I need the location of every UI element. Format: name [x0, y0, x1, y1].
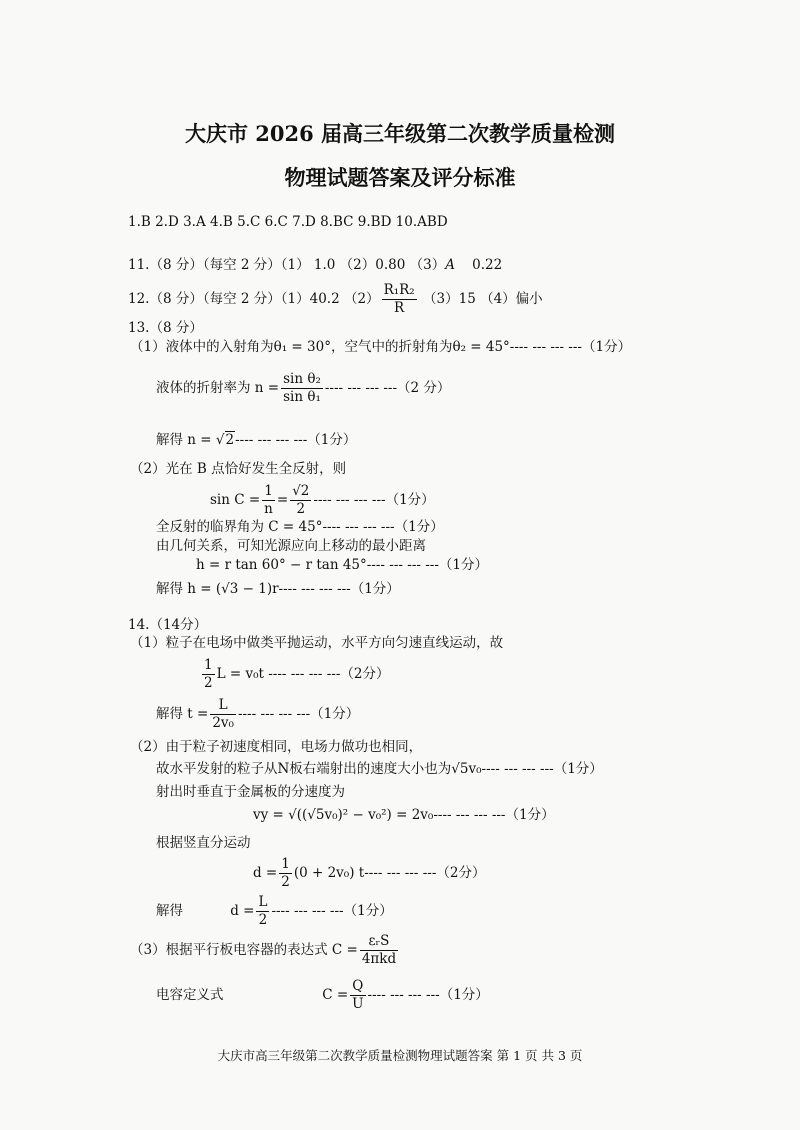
q13-p2-result: 解得 h = (√3 − 1)r---- --- --- ---（1分） [156, 581, 400, 597]
page-footer: 大庆市高三年级第二次教学质量检测物理试题答案 第 1 页 共 3 页 [217, 1048, 583, 1063]
q14-p2-d-eq: d = $\frac{1}{2}$ (0 + 2v₀) t---- --- --- ---（2分） [253, 856, 486, 890]
q14-p1-eq2: 解得 t = $\frac{L}{\text{2v₀}}$ ---- --- --- ---（1分） [156, 697, 360, 731]
page-subtitle: 物理试题答案及评分标准 [284, 165, 516, 190]
q14-p2-line3: 射出时垂直于金属板的分速度为 [156, 784, 345, 800]
q13-p2-height-eq: h = r tan 60° − r tan 45°---- --- --- ---（1分） [196, 557, 489, 573]
q14-p2-line2: 故水平发射的粒子从N板右端射出的速度大小也为√5v₀---- --- --- ---（1分） [156, 761, 603, 777]
q14-p2-d-result: 解得 d = $\frac{L}{2}$ ---- --- --- ---（1分） [156, 894, 393, 928]
q13-p1-refractive-index: 液体的折射率为 n = $\frac{\text{sin θ₂}}{\text{sin θ₁}}$ ---- --- --- ---（2 分） [156, 371, 451, 405]
q14-p2-line1: （2）由于粒子初速度相同，电场力做功也相同， [130, 739, 423, 755]
q14-p3-definition: 电容定义式 C = $\frac{Q}{U}$ ---- --- --- ---（1分） [156, 978, 489, 1012]
q14-p1-line1: （1）粒子在电场中做类平抛运动，水平方向匀速直线运动，故 [130, 635, 504, 651]
q13-p2-line1: （2）光在 B 点恰好发生全反射，则 [130, 461, 347, 477]
q14-p2-vy-eq: vy = √((√5v₀)² − v₀²) = 2v₀---- --- --- ---（1分） [253, 807, 555, 823]
page-title: 大庆市 2026 届高三年级第二次教学质量检测 [184, 121, 616, 146]
q13-p2-critical-angle: 全反射的临界角为 C = 45°---- --- --- ---（1分） [156, 519, 444, 535]
q14-p2-line4: 根据竖直分运动 [156, 835, 251, 851]
q13-heading: 13.（8 分） [128, 320, 203, 336]
choice-answers: 1.B 2.D 3.A 4.B 5.C 6.C 7.D 8.BC 9.BD 10.ABD [128, 214, 448, 230]
q13-p2-sinc: sin C = $\frac{1}{n}$ = $\frac{√2}{2}$ ---- --- --- ---（1分） [210, 483, 435, 517]
q14-p3-capacitor-formula: （3）根据平行板电容器的表达式 C = $\frac{\text{εᵣS}}{\text{4πkd}}$ [130, 933, 397, 967]
q13-p2-geometry: 由几何关系，可知光源应向上移动的最小距离 [156, 538, 426, 554]
q13-p1-line1: （1）液体中的入射角为θ₁ = 30°，空气中的折射角为θ₂ = 45°---- --- --- ---（1分） [130, 339, 632, 355]
q11-answer: 11.（8 分）（每空 2 分）（1） 1.0 （2）0.80 （3）A 0.22 [128, 257, 503, 273]
q13-p1-result: 解得 n = √2---- --- --- ---（1分） [156, 432, 357, 448]
q14-heading: 14.（14分） [128, 617, 208, 633]
q14-p1-eq1: $\frac{1}{2}$ L = v₀t ---- --- --- ---（2分） [204, 657, 390, 691]
q12-answer: 12.（8 分）（每空 2 分）（1）40.2 （2） $\frac{\text{R₁R₂}}{R}$ （3）15 （4）偏小 [128, 282, 543, 316]
